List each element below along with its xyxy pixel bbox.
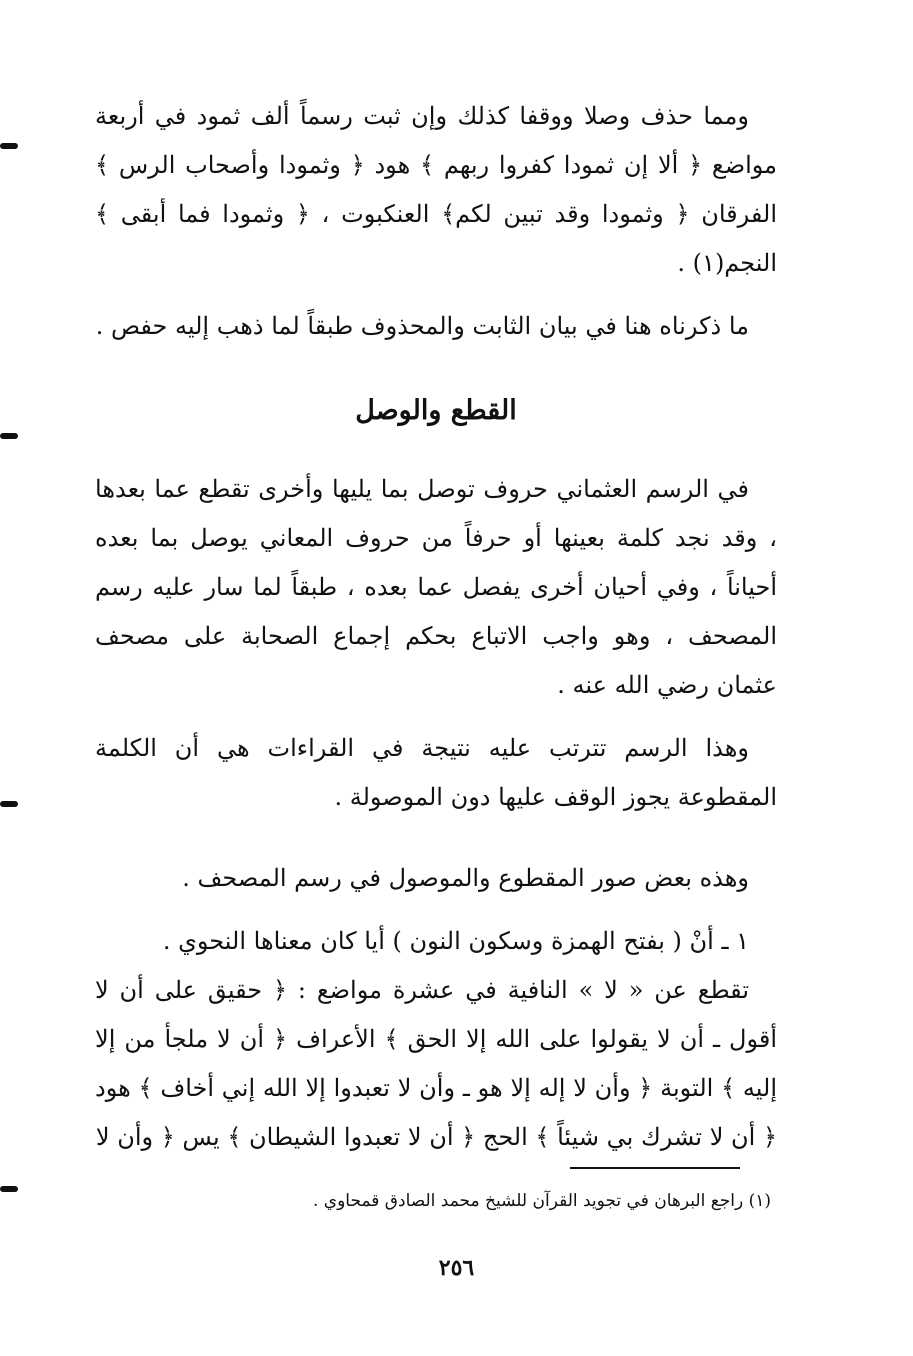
list-item-body: تقطع عن « لا » النافية في عشرة مواضع : ﴿ حقيق على أن لا أقول ـ أن لا يقولوا على الله إلا الحق ﴾ الأعراف ﴿ أن لا ملجأ من إلا إليه ﴾ التوبة ﴿ وأن لا إله إلا هو ـ وأن لا تعبدوا إلا الله إني أخاف ﴾ هود ﴿ أن لا تشرك بي شيئاً ﴾ الحج ﴿ أن لا تعبدوا الشيطان ﴾ يس ﴿ وأن لا [95,976,777,1151]
paragraph-4: وهذا الرسم تترتب عليه نتيجة في القراءات هي أن الكلمة المقطوعة يجوز الوقف عليها دون الموصولة . [95,734,777,811]
paragraph-1: ومما حذف وصلا ووقفا كذلك وإن ثبت رسماً ألف ثمود في أربعة مواضع ﴿ ألا إن ثمودا كفروا ربهم ﴾ هود ﴿ وثمودا وأصحاب الرس ﴾ الفرقان ﴿ وثمودا وقد تبين لكم﴾ العنكبوت ، ﴿ وثمودا فما أبقى ﴾ النجم(١) . [95,102,777,277]
section-heading: القطع والوصل [355,395,517,426]
margin-mark [0,143,18,149]
page-body [95,92,777,1162]
list-item-title: ١ ـ أنْ ( بفتح الهمزة وسكون النون ) أيا كان معناها النحوي . [162,927,749,955]
page-number: ٢٥٦ [438,1255,475,1281]
footnote: (١) راجع البرهان في تجويد القرآن للشيخ محمد الصادق قمحاوي . [312,1191,771,1211]
margin-mark [0,801,18,807]
list-item-1 [95,917,777,1162]
paragraph-2: ما ذكرناه هنا في بيان الثابت والمحذوف طبقاً لما ذهب إليه حفص . [95,312,749,340]
margin-mark [0,433,18,439]
paragraph-3: في الرسم العثماني حروف توصل بما يليها وأخرى تقطع عما بعدها ، وقد نجد كلمة بعينها أو حرفاً من حروف المعاني يوصل بما بعده أحياناً ، وفي أحيان أخرى يفصل عما بعده ، طبقاً لما سار عليه رسم المصحف ، وهو واجب الاتباع بحكم إجماع الصحابة على مصحف عثمان رضي الله عنه . [95,475,777,699]
footnote-divider [570,1167,740,1169]
margin-mark [0,1186,18,1192]
paragraph-5: وهذه بعض صور المقطوع والموصول في رسم المصحف . [182,864,749,892]
